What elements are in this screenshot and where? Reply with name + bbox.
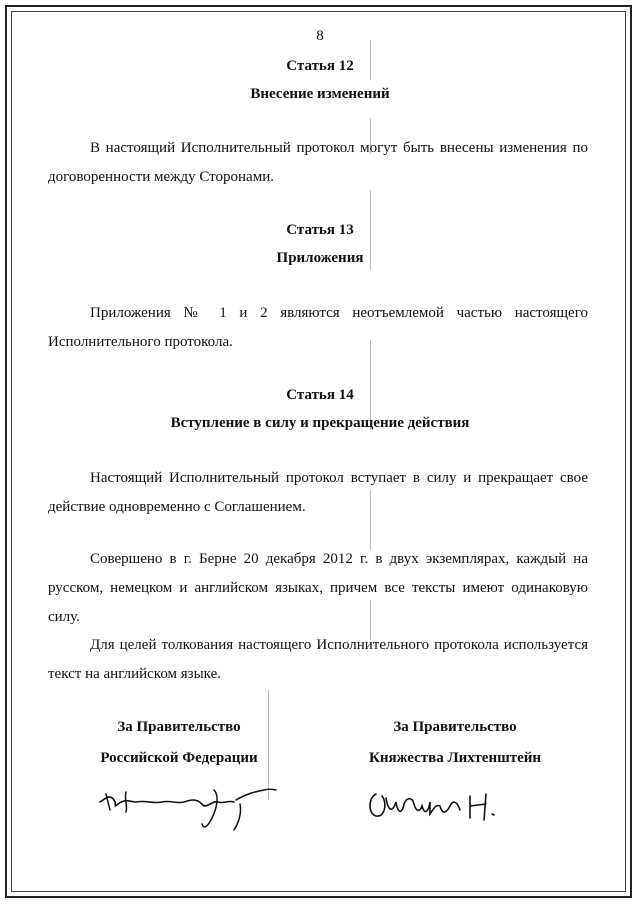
- signatory-line: Российской Федерации: [100, 750, 258, 766]
- article-14-title: Статья 14: [286, 387, 354, 403]
- article-13-paragraph: [48, 299, 588, 357]
- article-14-paragraph: [48, 464, 588, 522]
- handwritten-signature-icon: [96, 780, 286, 840]
- article-13-subtitle: Приложения: [276, 250, 364, 266]
- article-14-paragraph: [48, 631, 588, 689]
- article-14-subtitle: Вступление в силу и прекращение действия: [170, 415, 470, 431]
- handwritten-signature-icon: [366, 784, 516, 830]
- article-12-title: Статья 12: [286, 58, 354, 74]
- signatory-russia: [54, 712, 304, 774]
- article-13-title: Статья 13: [286, 222, 354, 238]
- article-12-subtitle: Внесение изменений: [250, 86, 390, 102]
- signatory-line: Княжества Лихтенштейн: [368, 750, 542, 766]
- article-14-paragraph: [48, 545, 588, 632]
- paragraph-text: Настоящий Исполнительный протокол вступает в силу и прекращает свое действие одновременно с Соглашением.: [48, 470, 588, 515]
- signatory-line: За Правительство: [117, 719, 241, 735]
- paragraph-text: Совершено в г. Берне 20 декабря 2012 г. в двух экземплярах, каждый на русском, немецком и английском языках, причем все тексты имеют одинаковую силу.: [48, 551, 588, 625]
- paragraph-text: Для целей толкования настоящего Исполнительного протокола используется текст на английском языке.: [48, 637, 588, 682]
- paragraph-text: В настоящий Исполнительный протокол могут быть внесены изменения по договоренности между Сторонами.: [48, 140, 588, 185]
- signatory-line: За Правительство: [393, 719, 517, 735]
- article-12-paragraph: [48, 134, 588, 192]
- signatory-liechtenstein: [330, 712, 580, 774]
- page-number: 8: [316, 28, 324, 44]
- paragraph-text: Приложения № 1 и 2 являются неотъемлемой частью настоящего Исполнительного протокола.: [48, 305, 588, 350]
